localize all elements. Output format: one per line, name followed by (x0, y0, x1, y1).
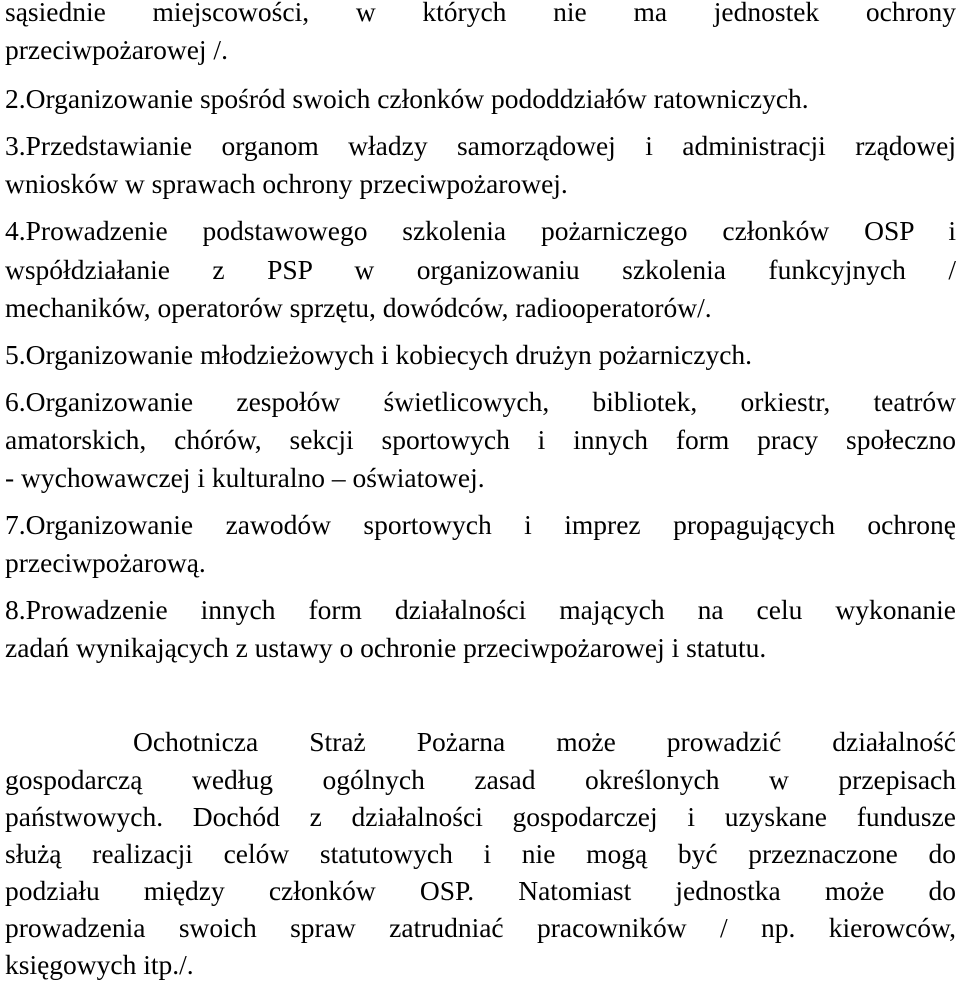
paragraph-line: państwowych. Dochód z działalności gospodarczej i uzyskane fundusze (5, 801, 956, 832)
list-line: mechaników, operatorów sprzętu, dowódców, radiooperatorów/. (5, 292, 712, 323)
list-line: przeciwpożarową. (5, 547, 206, 578)
paragraph-line-text: Ochotnicza Straż Pożarna może prowadzić działalność (133, 726, 956, 757)
list-line: przeciwpożarowej /. (5, 34, 228, 65)
list-item-4: 4.Prowadzenie podstawowego szkolenia pożarniczego członków OSP i (5, 215, 956, 246)
list-line: współdziałanie z PSP w organizowaniu szkolenia funkcyjnych / (5, 254, 956, 285)
list-item-6: 6.Organizowanie zespołów świetlicowych, bibliotek, orkiestr, teatrów (5, 386, 956, 417)
list-item-7: 7.Organizowanie zawodów sportowych i imprez propagujących ochronę (5, 509, 956, 540)
list-line: - wychowawczej i kulturalno – oświatowej. (5, 462, 485, 493)
list-line: amatorskich, chórów, sekcji sportowych i innych form pracy społeczno (5, 424, 956, 455)
paragraph-line: gospodarczą według ogólnych zasad określonych w przepisach (5, 764, 956, 795)
paragraph-line: prowadzenia swoich spraw zatrudniać pracowników / np. kierowców, (5, 912, 956, 943)
list-item-5: 5.Organizowanie młodzieżowych i kobiecych drużyn pożarniczych. (5, 339, 753, 370)
paragraph-indent (5, 724, 133, 760)
list-item-3: 3.Przedstawianie organom władzy samorządowej i administracji rządowej (5, 130, 956, 161)
list-line: wniosków w sprawach ochrony przeciwpożarowej. (5, 168, 568, 199)
paragraph-first-line (5, 724, 956, 760)
paragraph-line: księgowych itp./. (5, 949, 194, 980)
paragraph-line: podziału między członków OSP. Natomiast jednostka może do (5, 875, 956, 906)
paragraph-line: służą realizacji celów statutowych i nie mogą być przeznaczone do (5, 838, 956, 869)
list-item-2: 2.Organizowanie spośród swoich członków pododdziałów ratowniczych. (5, 83, 809, 114)
list-line: sąsiednie miejscowości, w których nie ma jednostek ochrony (5, 0, 956, 27)
list-item-8: 8.Prowadzenie innych form działalności mających na celu wykonanie (5, 594, 956, 625)
list-line: zadań wynikających z ustawy o ochronie przeciwpożarowej i statutu. (5, 632, 767, 663)
